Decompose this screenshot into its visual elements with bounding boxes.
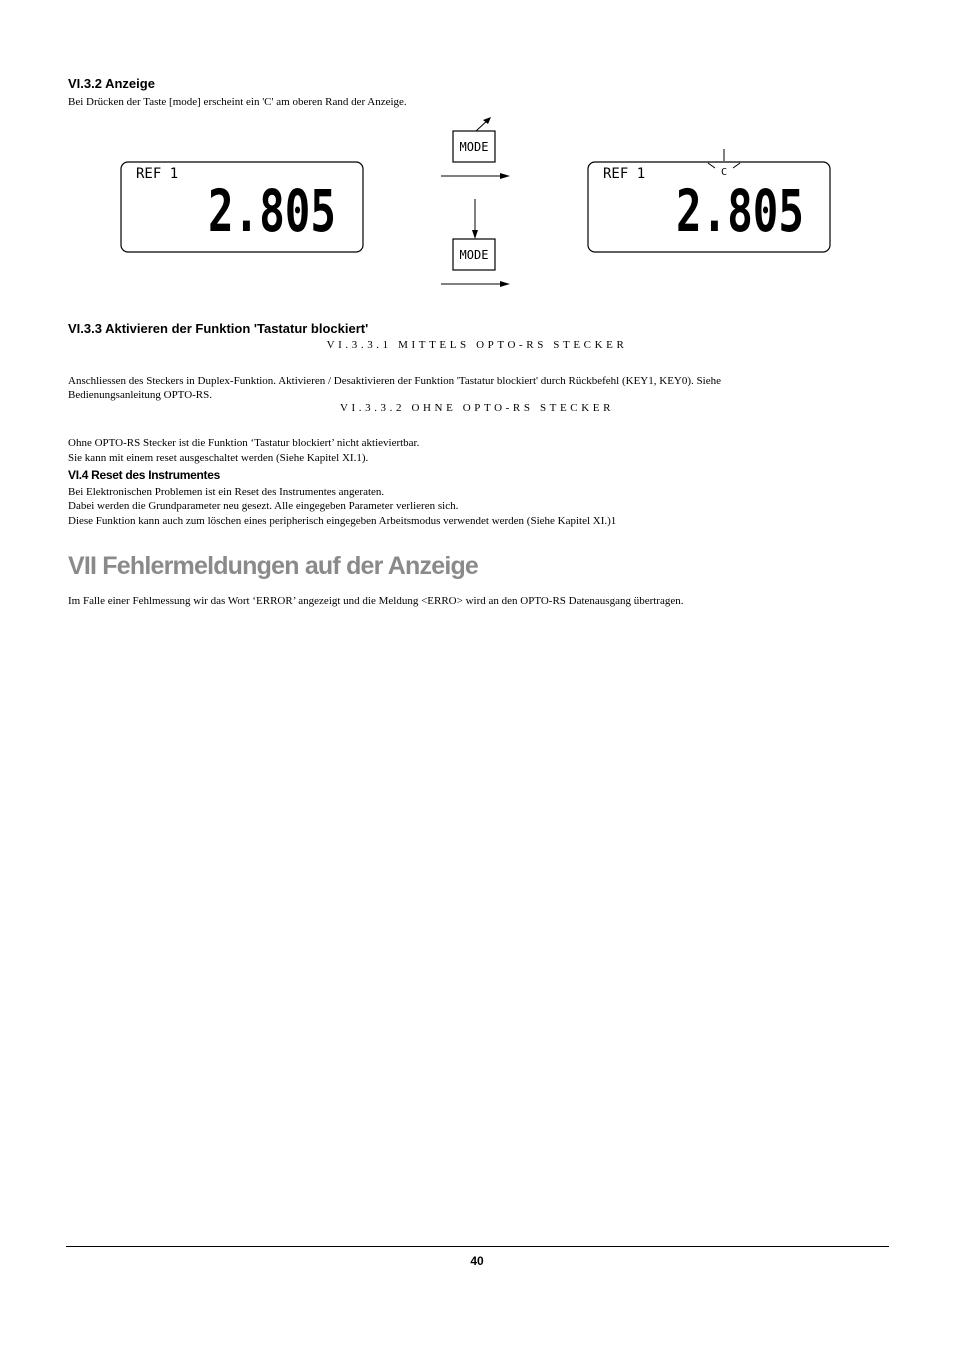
- lcd-right-value: 2.805: [676, 177, 804, 245]
- paragraph-reset-line3: Diese Funktion kann auch zum löschen eines peripherisch eingegeben Arbeitsmodus verwendet werden (Siehe Kapitel XI.)1: [68, 515, 617, 527]
- paragraph-opto-line2: Bedienungsanleitung OPTO-RS.: [68, 389, 213, 401]
- chapter-text: Im Falle einer Fehlmessung wir das Wort ‘ERROR’ angezeigt und die Meldung <ERRO> wird an den OPTO-RS Datenausgang übertragen.: [68, 595, 684, 607]
- mode-button-bottom: [453, 239, 495, 270]
- lcd-left-value: 2.805: [208, 177, 336, 245]
- section-title-tastatur: VI.3.3 Aktivieren der Funktion 'Tastatur blockiert': [68, 321, 369, 336]
- lcd-mode-figure: [0, 110, 954, 300]
- paragraph-opto-line1: Anschliessen des Steckers in Duplex-Funktion. Aktivieren / Desaktivieren der Funktion 'Tastatur blockiert' durch Rückbefehl (KEY1, KEY0). Siehe: [68, 375, 721, 387]
- lcd-left-label: REF 1: [136, 166, 179, 182]
- mode-button-top-label: MODE: [459, 140, 489, 154]
- lcd-display-left: [121, 162, 363, 252]
- subsection-title-opto: VI.3.3.1 MITTELS OPTO-RS STECKER: [326, 339, 628, 351]
- chapter-title: VII Fehlermeldungen auf der Anzeige: [68, 552, 479, 580]
- page-number: 40: [470, 1254, 484, 1268]
- arrow-down-icon: [472, 199, 478, 239]
- arrow-right-icon: [441, 173, 510, 179]
- lcd-right-indicator: C: [720, 167, 728, 178]
- paragraph-reset-line1: Bei Elektronischen Problemen ist ein Reset des Instrumentes angeraten.: [68, 486, 385, 498]
- mode-button-top: [453, 117, 495, 162]
- paragraph-ohne-line1: Ohne OPTO-RS Stecker ist die Funktion ‘Tastatur blockiert’ nicht aktieviertbar.: [68, 437, 420, 449]
- paragraph-reset-line2: Dabei werden die Grundparameter neu gesezt. Alle eingegeben Parameter verlieren sich.: [68, 500, 459, 512]
- arrow-right-icon: [441, 281, 510, 287]
- subsection-title-ohne-opto: VI.3.3.2 OHNE OPTO-RS STECKER: [339, 402, 615, 414]
- lcd-right-label: REF 1: [603, 166, 646, 182]
- indicator-rays-icon: [708, 149, 740, 168]
- section-text-anzeige: Bei Drücken der Taste [mode] erscheint ein 'C' am oberen Rand der Anzeige.: [68, 96, 407, 108]
- footer-divider: [66, 1246, 889, 1247]
- paragraph-ohne-line2: Sie kann mit einem reset ausgeschaltet werden (Siehe Kapitel XI.1).: [68, 452, 369, 464]
- lcd-display-right: [588, 149, 830, 252]
- mode-button-bottom-label: MODE: [459, 248, 489, 262]
- section-title-reset: VI.4 Reset des Instrumentes: [68, 468, 220, 482]
- section-title-anzeige: VI.3.2 Anzeige: [68, 76, 155, 91]
